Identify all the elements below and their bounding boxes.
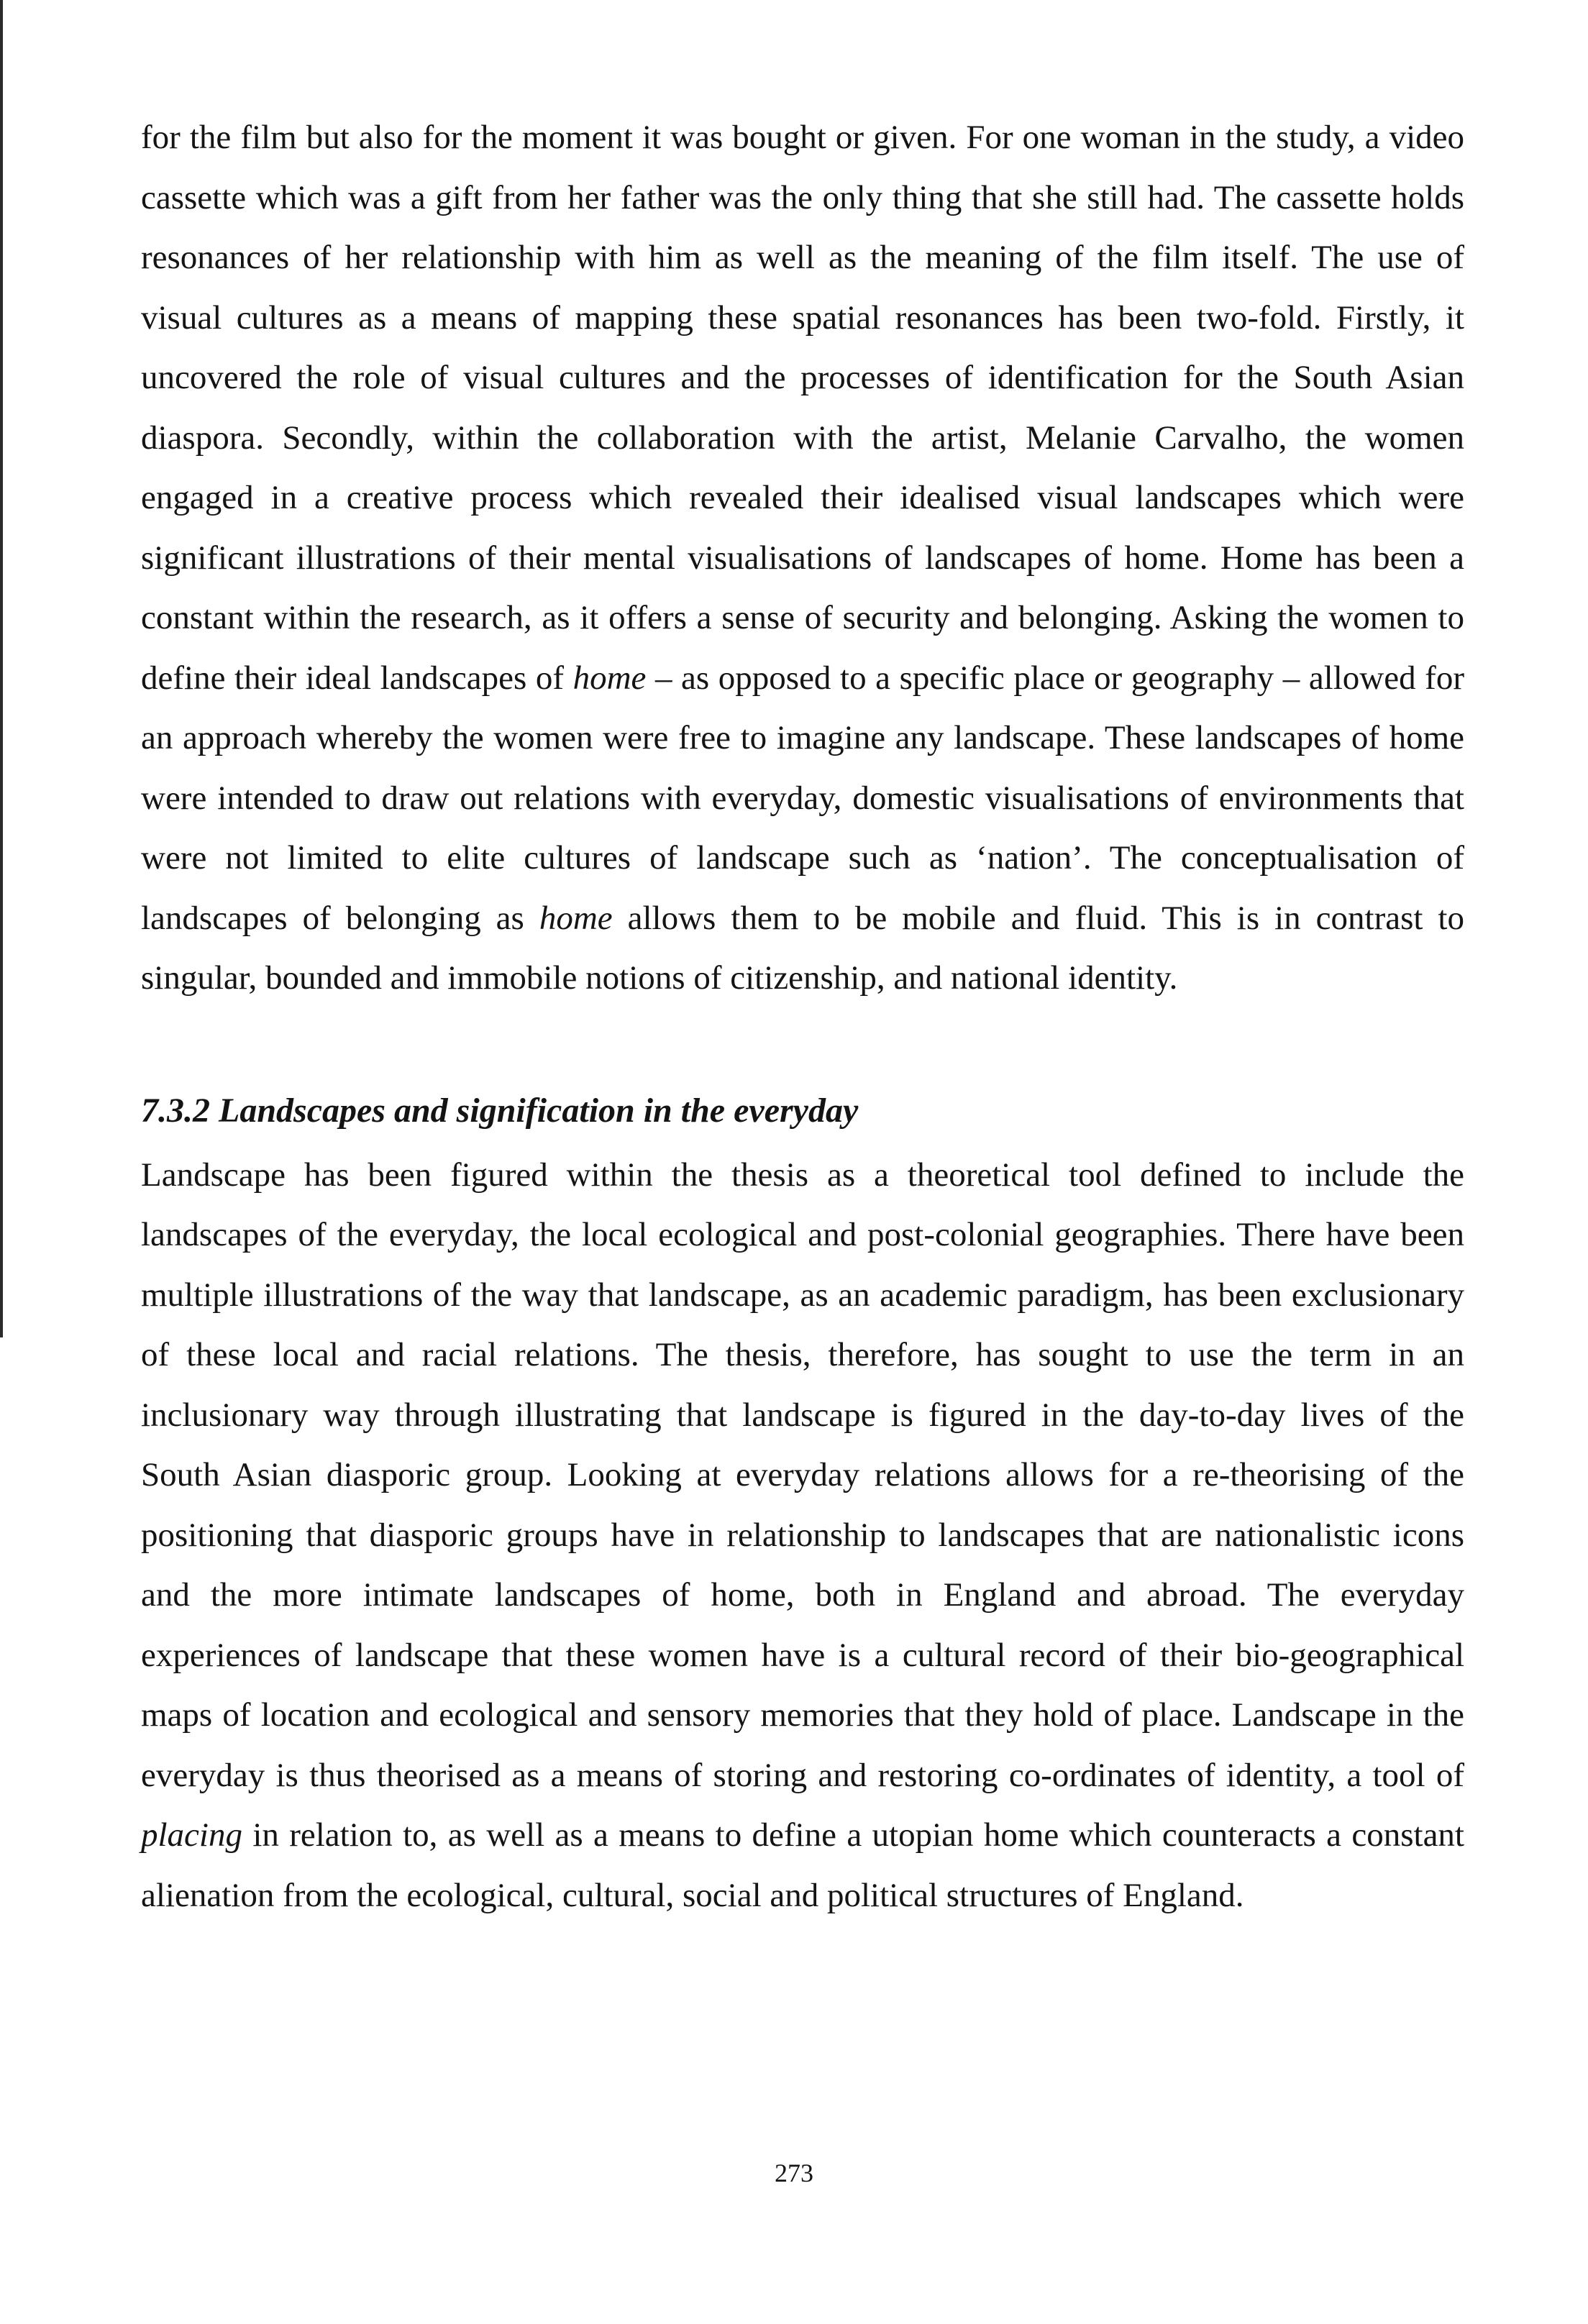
- emphasis-home: home: [572, 659, 647, 697]
- scan-edge-line: [0, 0, 3, 1337]
- document-page: [141, 108, 1464, 1926]
- section-heading: 7.3.2 Landscapes and signification in the everyday: [141, 1091, 859, 1130]
- text-run: in relation to, as well as a means to define a utopian home which counteracts a constant alienation from the ecological, cultural, social and political structures of England.: [141, 1816, 1464, 1914]
- text-run: allows them to be mobile and fluid. This is in contrast to singular, bounded and immobile notions of citizenship, and national identity.: [141, 899, 1464, 997]
- body-paragraph: [141, 108, 1464, 1009]
- emphasis-home: home: [539, 899, 613, 937]
- text-run: for the film but also for the moment it was bought or given. For one woman in the study, a video cassette which was a gift from her father was the only thing that she still had. The cassette holds resonances of her relationship with him as well as the meaning of the film itself. The use of visual cultures as a means of mapping these spatial resonances has been two-fold. Firstly, it uncovered the role of visual cultures and the processes of identification for the South Asian diaspora. Secondly, within the collaboration with the artist, Melanie Carvalho, the women engaged in a creative process which revealed their idealised visual landscapes which were significant illustrations of their mental visualisations of landscapes of home. Home has been a constant within the research, as it offers a sense of security and belonging. Asking the women to define their ideal landscapes of: [141, 119, 1464, 697]
- text-run: – as opposed to a specific place or geography – allowed for an approach whereby the women were free to imagine any landscape. These landscapes of home were intended to draw out relations with everyday, domestic visualisations of environments that were not limited to elite cultures of landscape such as ‘nation’. The conceptualisation of landscapes of belonging as: [141, 659, 1464, 937]
- emphasis-placing: placing: [141, 1816, 242, 1854]
- text-run: Landscape has been figured within the thesis as a theoretical tool defined to include the landscapes of the everyday, the local ecological and post-colonial geographies. There have been multiple illustrations of the way that landscape, as an academic paradigm, has been exclusionary of these local and racial relations. The thesis, therefore, has sought to use the term in an inclusionary way through illustrating that landscape is figured in the day-to-day lives of the South Asian diasporic group. Looking at everyday relations allows for a re-theorising of the positioning that diasporic groups have in relationship to landscapes that are nationalistic icons and the more intimate landscapes of home, both in England and abroad. The everyday experiences of landscape that these women have is a cultural record of their bio-geographical maps of location and ecological and sensory memories that they hold of place. Landscape in the everyday is thus theorised as a means of storing and restoring co-ordinates of identity, a tool of: [141, 1156, 1464, 1794]
- body-paragraph: [141, 1145, 1464, 1926]
- page-number: 273: [775, 2159, 813, 2187]
